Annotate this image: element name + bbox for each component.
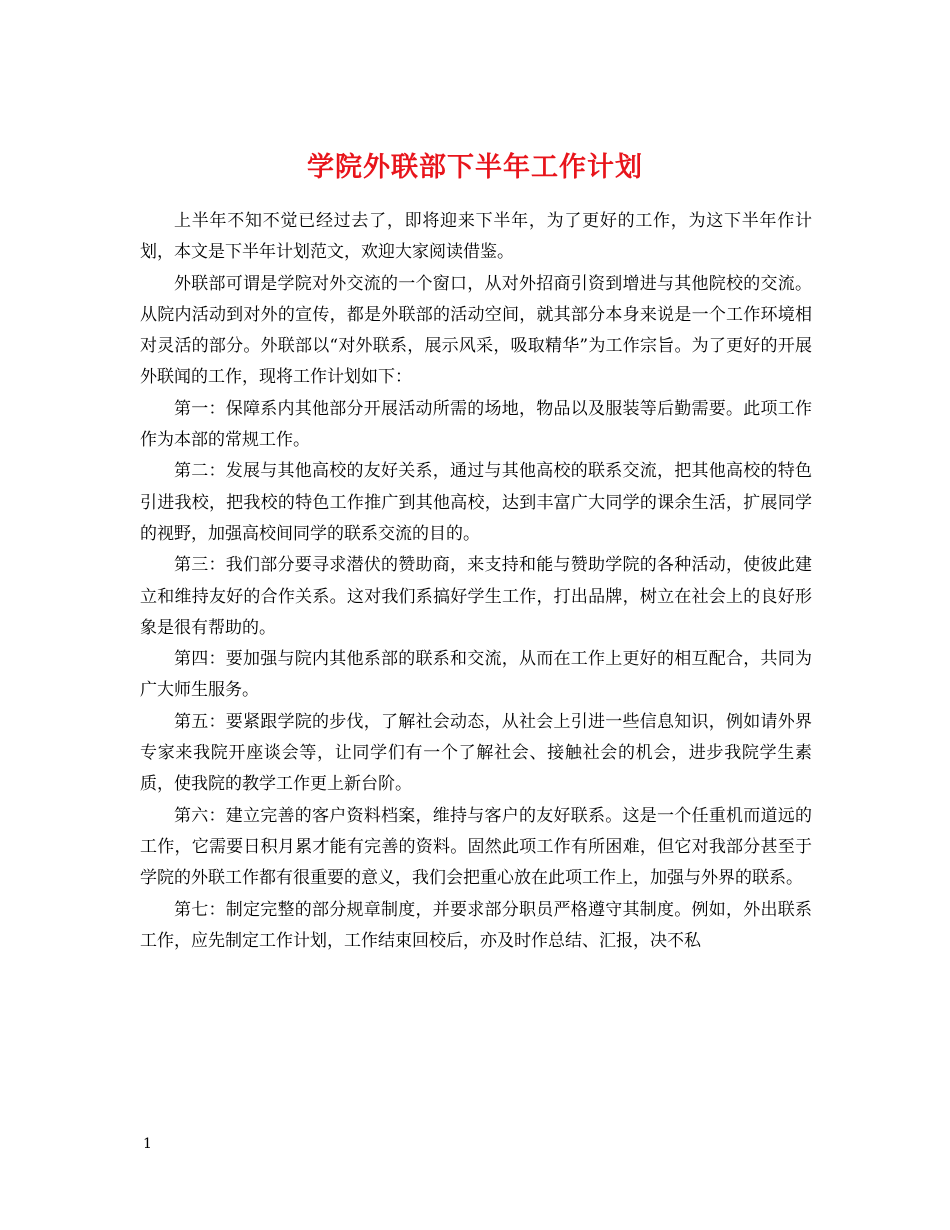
plan-item-6: 第六：建立完善的客户资料档案，维持与客户的友好联系。这是一个任重机而道远的工作，它需要日积月累才能有完善的资料。固然此项工作有所困难，但它对我部分甚至于学院的外联工作都有很重要的意义，我们会把重心放在此项工作上，加强与外界的联系。 xyxy=(140,805,812,889)
document-body xyxy=(140,206,812,957)
plan-item-7: 第七：制定完整的部分规章制度，并要求部分职员严格遵守其制度。例如，外出联系工作，应先制定工作计划，工作结束回校后，亦及时作总结、汇报，决不私 xyxy=(140,899,812,951)
page-number: 1 xyxy=(143,1136,152,1152)
plan-item-4: 第四：要加强与院内其他系部的联系和交流，从而在工作上更好的相互配合，共同为广大师生服务。 xyxy=(140,649,812,701)
intro-paragraph: 上半年不知不觉已经过去了，即将迎来下半年，为了更好的工作，为这下半年作计划，本文是下半年计划范文，欢迎大家阅读借鉴。 xyxy=(140,211,812,263)
plan-item-5: 第五：要紧跟学院的步伐，了解社会动态，从社会上引进一些信息知识，例如请外界专家来我院开座谈会等，让同学们有一个了解社会、接触社会的机会，进步我院学生素质，使我院的教学工作更上新台阶。 xyxy=(140,711,812,795)
plan-item-3: 第三：我们部分要寻求潜伏的赞助商，来支持和能与赞助学院的各种活动，使彼此建立和维持友好的合作关系。这对我们系搞好学生工作，打出品牌，树立在社会上的良好形象是很有帮助的。 xyxy=(140,555,812,638)
document-title: 学院外联部下半年工作计划 xyxy=(307,152,643,184)
plan-item-1: 第一：保障系内其他部分开展活动所需的场地，物品以及服装等后勤需要。此项工作作为本部的常规工作。 xyxy=(140,398,812,451)
plan-item-2: 第二：发展与其他高校的友好关系，通过与其他高校的联系交流，把其他高校的特色引进我校，把我校的特色工作推广到其他高校，达到丰富广大同学的课余生活，扩展同学的视野，加强高校间同学的联系交流的目的。 xyxy=(140,461,812,544)
overview-paragraph: 外联部可谓是学院对外交流的一个窗口，从对外招商引资到增进与其他院校的交流。从院内活动到对外的宣传，都是外联部的活动空间，就其部分本身来说是一个工作环境相对灵活的部分。外联部以“对外联系，展示风采，吸取精华”为工作宗旨。为了更好的开展外联闻的工作，现将工作计划如下： xyxy=(140,273,812,388)
